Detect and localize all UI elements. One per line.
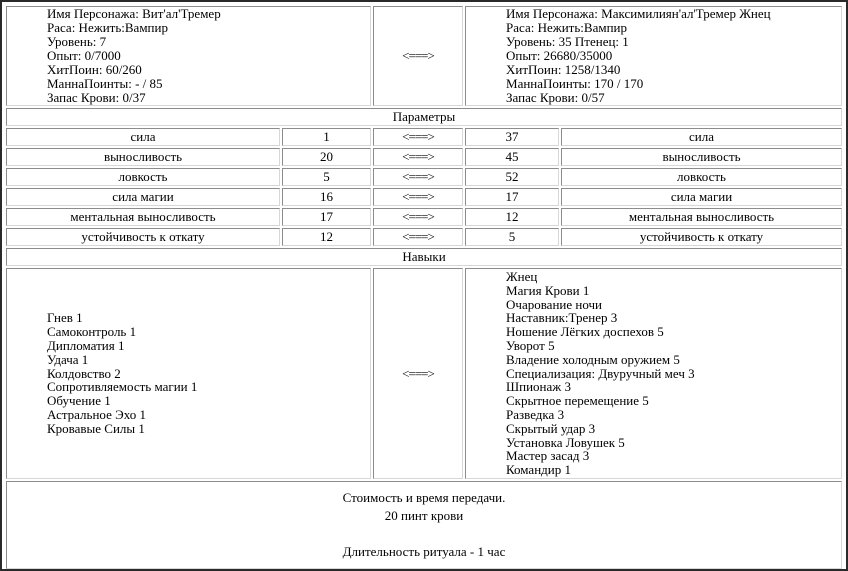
skill-line: Шпионаж 3 — [506, 379, 572, 395]
skill-line: Самоконтроль 1 — [47, 324, 137, 340]
parameter-value-right: 17 — [465, 188, 559, 206]
right-character-lines — [506, 7, 841, 105]
left-character-lines — [47, 7, 370, 105]
transfer-arrow: <===> — [373, 168, 463, 186]
skill-line: Магия Крови 1 — [506, 282, 590, 298]
ritual-footer-line — [7, 525, 841, 543]
skill-line: Установка Ловушек 5 — [506, 434, 625, 450]
skill-line: Командир 1 — [506, 462, 571, 478]
parameter-value-right: 12 — [465, 208, 559, 226]
character-stat-line: Уровень: 35 Птенец: 1 — [506, 34, 629, 49]
parameters-rows — [6, 128, 842, 246]
parameters-section-title: Параметры — [6, 108, 842, 126]
skill-line: Специализация: Двуручный меч 3 — [506, 365, 695, 381]
parameter-row — [6, 148, 842, 166]
parameter-label-left: устойчивость к откату — [6, 228, 280, 246]
character-stat-line: Имя Персонажа: Максимилиян'ал'Тремер Жнец — [506, 6, 771, 21]
skill-line: Удача 1 — [47, 351, 89, 367]
parameter-value-left: 12 — [282, 228, 371, 246]
character-stat-line: Опыт: 26680/35000 — [506, 48, 613, 63]
parameter-label-right: сила магии — [561, 188, 842, 206]
parameter-value-left: 1 — [282, 128, 371, 146]
parameter-row — [6, 208, 842, 226]
character-stat-line: Раса: Нежить:Вампир — [47, 20, 168, 35]
skill-line: Владение холодным оружием 5 — [506, 351, 680, 367]
parameter-value-left: 17 — [282, 208, 371, 226]
parameter-label-left: сила магии — [6, 188, 280, 206]
skills-section-title: Навыки — [6, 248, 842, 266]
skill-line: Дипломатия 1 — [47, 338, 125, 353]
ritual-footer-row — [6, 481, 842, 569]
skill-line: Сопротивляемость магии 1 — [47, 379, 198, 395]
character-stat-line: ХитПоин: 1258/1340 — [506, 62, 621, 77]
parameter-value-left: 5 — [282, 168, 371, 186]
parameters-section-row — [6, 108, 842, 126]
parameter-value-left: 20 — [282, 148, 371, 166]
transfer-table — [4, 4, 844, 571]
transfer-arrow: <===> — [373, 208, 463, 226]
skills-section-row — [6, 248, 842, 266]
right-character-panel — [465, 6, 842, 106]
right-skills-list — [506, 270, 841, 477]
parameter-value-right: 37 — [465, 128, 559, 146]
parameter-label-left: ментальная выносливость — [6, 208, 280, 226]
skill-line: Ношение Лёгких доспехов 5 — [506, 324, 664, 340]
ritual-footer-line: Стоимость и время передачи. — [342, 490, 506, 505]
skill-line: Наставник:Тренер 3 — [506, 310, 618, 326]
left-skills-list — [47, 311, 370, 435]
parameter-row — [6, 168, 842, 186]
parameter-label-left: выносливость — [6, 148, 280, 166]
skill-line: Очарование ночи — [506, 296, 602, 312]
parameter-row — [6, 228, 842, 246]
transfer-arrow: <===> — [373, 188, 463, 206]
transfer-arrow: <===> — [373, 148, 463, 166]
parameter-row — [6, 188, 842, 206]
right-skills-panel — [465, 268, 842, 479]
skill-line: Астральное Эхо 1 — [47, 406, 146, 422]
transfer-arrow: <===> — [373, 128, 463, 146]
character-stat-line: Уровень: 7 — [47, 34, 107, 49]
ritual-footer-lines — [7, 489, 841, 561]
parameter-label-left: ловкость — [6, 168, 280, 186]
character-stat-line: Раса: Нежить:Вампир — [506, 20, 627, 35]
parameter-value-left: 16 — [282, 188, 371, 206]
parameter-value-right: 5 — [465, 228, 559, 246]
parameter-row — [6, 128, 842, 146]
skill-line: Обучение 1 — [47, 393, 111, 409]
parameter-label-right: сила — [561, 128, 842, 146]
left-skills-panel — [6, 268, 371, 479]
character-stat-line: МаннаПоинты: 170 / 170 — [506, 76, 644, 91]
character-stat-line: МаннаПоинты: - / 85 — [47, 76, 163, 91]
parameter-label-left: сила — [6, 128, 280, 146]
parameter-label-right: ментальная выносливость — [561, 208, 842, 226]
ritual-footer-line: 20 пинт крови — [384, 508, 464, 523]
skill-line: Колдовство 2 — [47, 365, 121, 381]
ritual-footer-cell — [6, 481, 842, 569]
character-stat-line: Имя Персонажа: Вит'ал'Тремер — [47, 6, 221, 21]
skill-line: Мастер засад 3 — [506, 448, 590, 464]
parameter-label-right: ловкость — [561, 168, 842, 186]
ritual-footer-line: Длительность ритуала - 1 час — [342, 544, 506, 559]
transfer-arrow: <===> — [373, 268, 463, 479]
transfer-arrow: <===> — [373, 228, 463, 246]
skill-line: Скрытное перемещение 5 — [506, 393, 649, 409]
character-stat-line: ХитПоин: 60/260 — [47, 62, 142, 77]
characters-row — [6, 6, 842, 106]
parameter-value-right: 52 — [465, 168, 559, 186]
skill-line: Кровавые Силы 1 — [47, 420, 145, 436]
parameter-label-right: выносливость — [561, 148, 842, 166]
character-stat-line: Запас Крови: 0/57 — [506, 90, 605, 105]
skills-row — [6, 268, 842, 479]
left-character-panel — [6, 6, 371, 106]
skill-line: Жнец — [506, 269, 538, 285]
skill-line: Гнев 1 — [47, 310, 83, 326]
parameter-label-right: устойчивость к откату — [561, 228, 842, 246]
skill-line: Уворот 5 — [506, 338, 555, 353]
skill-line: Разведка 3 — [506, 406, 565, 422]
character-stat-line: Запас Крови: 0/37 — [47, 90, 146, 105]
transfer-arrow: <===> — [373, 6, 463, 106]
parameter-value-right: 45 — [465, 148, 559, 166]
character-stat-line: Опыт: 0/7000 — [47, 48, 121, 63]
skill-line: Скрытый удар 3 — [506, 420, 596, 436]
